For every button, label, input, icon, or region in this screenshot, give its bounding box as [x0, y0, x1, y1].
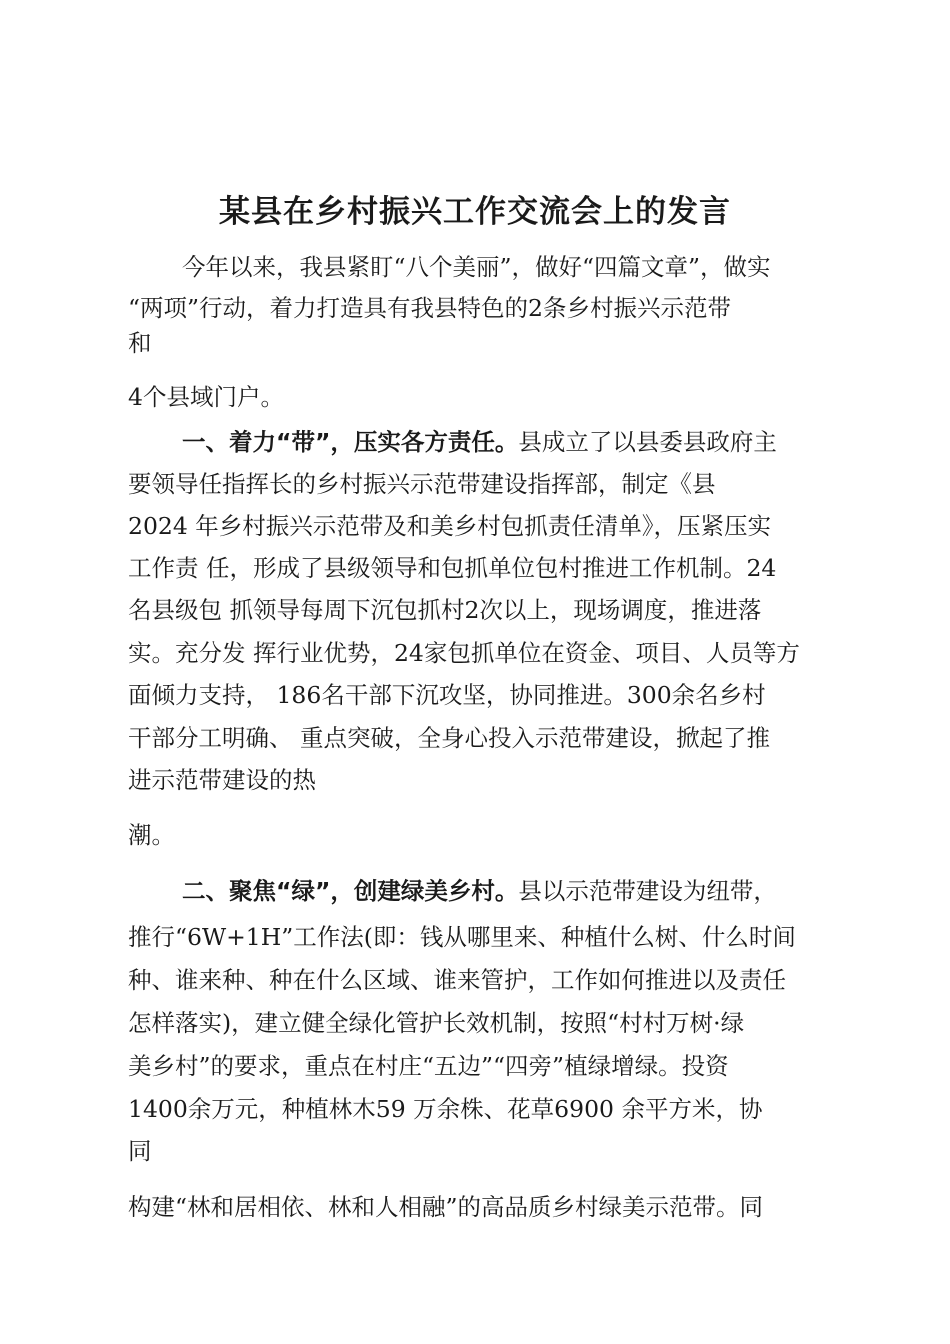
section2-line-2: 推行“6W+1H”工作法(即：钱从哪里来、种植什么树、什么时间 — [128, 923, 796, 951]
intro-line-4: 4个县域门户。 — [128, 383, 284, 411]
section2-line-8: 构建“林和居相依、林和人相融”的高品质乡村绿美示范带。同 — [128, 1193, 764, 1221]
section2-line-5: 美乡村”的要求，重点在村庄“五边”“四旁”植绿增绿。投资 — [128, 1052, 729, 1080]
section1-line-2: 要领导任指挥长的乡村振兴示范带建设指挥部，制定《县 — [128, 470, 716, 498]
section1-heading: 一、着力“带”，压实各方责任。 — [182, 428, 519, 456]
section1-line-1-text: 县成立了以县委县政府主 — [518, 428, 777, 456]
section2-line-1-text: 县以示范带建设为纽带， — [518, 877, 777, 905]
section1-line-6: 实。充分发 挥行业优势，24家包抓单位在资金、项目、人员等方 — [128, 639, 800, 667]
section2-line-6: 1400余万元，种植林木59 万余株、花草6900 余平方米，协 — [128, 1095, 763, 1123]
section2-line-4: 怎样落实)，建立健全绿化管护长效机制，按照“村村万树·绿 — [128, 1009, 745, 1037]
section1-line-5: 名县级包 抓领导每周下沉包抓村2次以上，现场调度，推进落 — [128, 596, 762, 624]
section2-line-3: 种、谁来种、种在什么区域、谁来管护，工作如何推进以及责任 — [128, 966, 786, 994]
section1-line-8: 干部分工明确、 重点突破，全身心投入示范带建设，掀起了推 — [128, 724, 770, 752]
section1-line-3: 2024 年乡村振兴示范带及和美乡村包抓责任清单》，压紧压实 — [128, 512, 772, 540]
section1-line-7: 面倾力支持， 186名干部下沉攻坚，协同推进。300余名乡村 — [128, 681, 766, 709]
section1-line-4: 工作责 任，形成了县级领导和包抓单位包村推进工作机制。24 — [128, 554, 777, 582]
section1-first-line — [182, 425, 777, 459]
section2-first-line — [182, 874, 777, 908]
section1-line-9: 进示范带建设的热 — [128, 766, 316, 794]
section1-line-10: 潮。 — [128, 821, 175, 849]
intro-line-2: “两项”行动，着力打造具有我县特色的2条乡村振兴示范带 — [128, 294, 731, 322]
intro-line-3: 和 — [128, 329, 152, 357]
section2-heading: 二、聚焦“绿”，创建绿美乡村。 — [182, 877, 519, 905]
section2-line-7: 同 — [128, 1137, 152, 1165]
document-title: 某县在乡村振兴工作交流会上的发言 — [219, 194, 731, 230]
intro-line-1: 今年以来，我县紧盯“八个美丽”，做好“四篇文章”，做实 — [182, 253, 771, 281]
